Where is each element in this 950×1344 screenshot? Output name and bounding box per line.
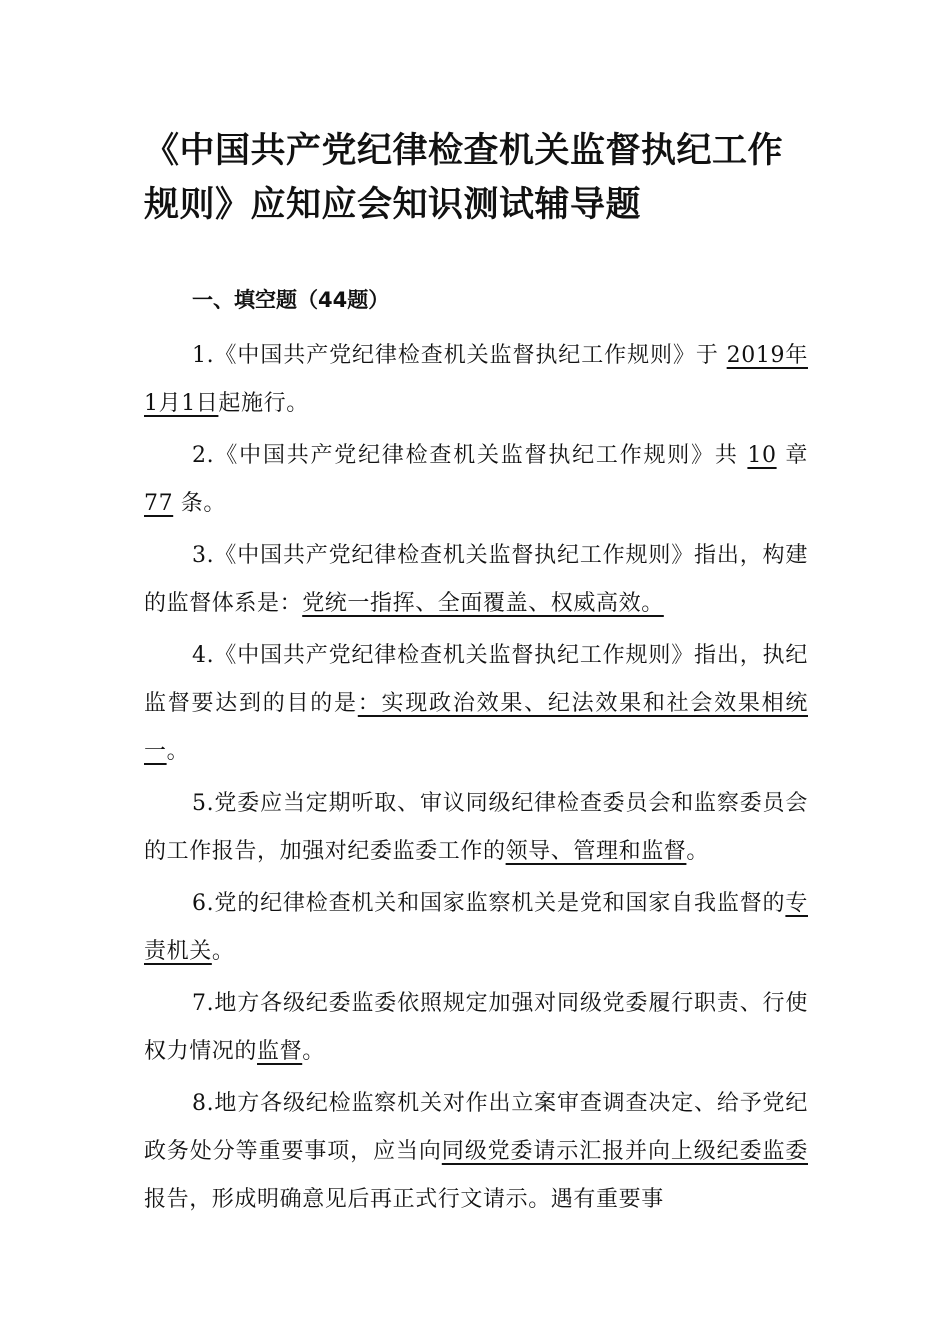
- answer-blank: 党统一指挥、全面覆盖、权威高效。: [302, 591, 664, 616]
- question-text: 。: [686, 839, 710, 864]
- answer-blank: 同级党委请示汇报并向上级纪委监委: [441, 1139, 808, 1164]
- answer-blank: 77: [144, 491, 174, 516]
- question-text: 条。: [173, 491, 226, 516]
- answer-blank: ：实现政治效果、纪法效果和社会效果相统一: [144, 691, 808, 764]
- answer-blank: 2019年1月1日: [144, 343, 808, 416]
- answer-blank: 监督: [257, 1039, 303, 1064]
- question-8: [144, 1080, 808, 1224]
- answer-blank: 10: [747, 443, 777, 468]
- question-text: 8.地方各级纪检监察机关对作出立案审查调查决定、给予党纪政务处分等重要事项，应当向: [144, 1091, 808, 1164]
- question-text: 2.《中国共产党纪律检查机关监督执纪工作规则》共: [192, 443, 748, 468]
- answer-blank: 专责机关: [144, 891, 808, 964]
- question-4: [144, 632, 808, 776]
- question-text: 4.《中国共产党纪律检查机关监督执纪工作规则》指出，执纪监督要达到的目的是: [144, 643, 808, 716]
- question-text: 。: [166, 739, 190, 764]
- question-6: [144, 880, 808, 976]
- section-heading: 一、填空题（44题）: [192, 288, 390, 312]
- question-text: 。: [302, 1039, 325, 1064]
- question-1: [144, 332, 808, 428]
- question-text: 5.党委应当定期听取、审议同级纪律检查委员会和监察委员会的工作报告，加强对纪委监委工作的: [144, 791, 808, 864]
- question-2: [144, 432, 808, 528]
- question-list: [144, 332, 808, 1228]
- question-7: [144, 980, 808, 1076]
- question-text: 6.党的纪律检查机关和国家监察机关是党和国家自我监督的: [192, 891, 786, 916]
- question-text: 1.《中国共产党纪律检查机关监督执纪工作规则》于: [192, 343, 727, 368]
- question-3: [144, 532, 808, 628]
- question-text: 3.《中国共产党纪律检查机关监督执纪工作规则》指出，构建的监督体系是：: [144, 543, 808, 616]
- question-text: 章: [776, 443, 808, 468]
- answer-blank: 领导、管理和监督: [505, 839, 687, 864]
- question-text: 7.地方各级纪委监委依照规定加强对同级党委履行职责、行使权力情况的: [144, 991, 808, 1064]
- question-5: [144, 780, 808, 876]
- question-text: 。: [211, 939, 235, 964]
- document-title: 《中国共产党纪律检查机关监督执纪工作规则》应知应会知识测试辅导题: [144, 131, 784, 225]
- question-text: 报告，形成明确意见后再正式行文请示。遇有重要事: [144, 1187, 664, 1212]
- question-text: 起施行。: [218, 391, 309, 416]
